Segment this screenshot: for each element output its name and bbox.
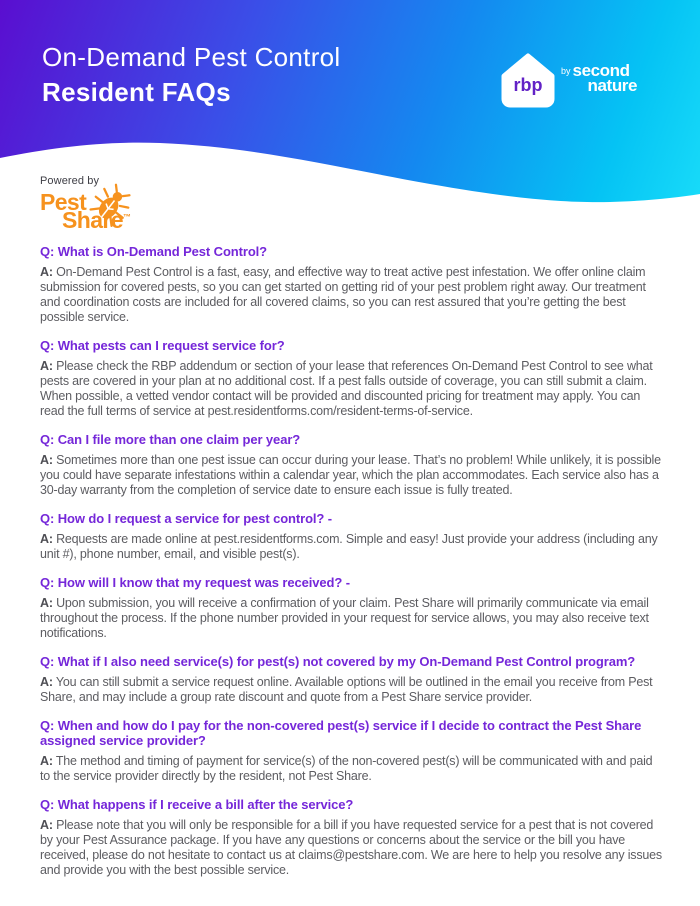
answer-prefix: A: xyxy=(40,359,53,373)
answer-text: Upon submission, you will receive a confirmation of your claim. Pest Share will primarily communicate via email throughout the process. If the phone number provided in your request for service allows, you may also receive text notifications. xyxy=(40,596,649,640)
question-text: How will I know that my request was received? - xyxy=(57,575,350,590)
faq-item xyxy=(40,432,664,498)
byline-by: by xyxy=(561,66,571,76)
question-prefix: Q: xyxy=(40,338,55,353)
answer-text: Requests are made online at pest.residentforms.com. Simple and easy! Just provide your address (including any unit #), phone number, email, and visible pest(s). xyxy=(40,532,658,561)
faq-question xyxy=(40,654,664,669)
answer-text: On-Demand Pest Control is a fast, easy, and effective way to treat active pest infestation. We offer online claim submission for covered pests, so you can get started on getting rid of your pest problem right away. Our treatment and coordination costs are included for all covered claims, so you can rest assured that you’re getting the best possible service. xyxy=(40,265,646,324)
faq-item xyxy=(40,338,664,419)
second-nature-line1: second xyxy=(572,61,630,80)
trademark-symbol: ™ xyxy=(122,212,131,222)
page-title: On-Demand Pest Control xyxy=(42,42,341,72)
question-prefix: Q: xyxy=(40,797,55,812)
question-text: How do I request a service for pest control? - xyxy=(57,511,332,526)
answer-prefix: A: xyxy=(40,818,53,832)
faq-answer xyxy=(40,532,664,562)
powered-by-label: Powered by xyxy=(40,175,100,187)
answer-text: Sometimes more than one pest issue can occur during your lease. That’s no problem! While unlikely, it is possible you could have separate infestations within a calendar year, which the plan accommodates. Each service also has a 30-day warranty from the completion of service date to ensure each issue is fully treated. xyxy=(40,453,661,497)
rbp-logo-text: rbp xyxy=(513,75,543,95)
answer-prefix: A: xyxy=(40,675,53,689)
question-text: What is On-Demand Pest Control? xyxy=(57,244,268,259)
pest-word: Pest xyxy=(40,189,87,215)
faq-question xyxy=(40,338,664,353)
faq-question xyxy=(40,511,664,526)
faq-question xyxy=(40,432,664,447)
answer-prefix: A: xyxy=(40,265,53,279)
faq-item xyxy=(40,575,664,641)
second-nature-byline xyxy=(561,61,638,95)
question-prefix: Q: xyxy=(40,244,55,259)
question-prefix: Q: xyxy=(40,718,55,733)
faq-answer xyxy=(40,596,664,641)
faq-item xyxy=(40,797,664,878)
question-text: What if I also need service(s) for pest(s) not covered by my On-Demand Pest Control program? xyxy=(57,654,636,669)
faq-item xyxy=(40,654,664,705)
faq-question xyxy=(40,797,664,812)
second-nature-wordmark xyxy=(572,61,638,95)
question-prefix: Q: xyxy=(40,654,55,669)
answer-prefix: A: xyxy=(40,453,53,467)
faq-question xyxy=(40,575,664,590)
pest-share-wordmark xyxy=(40,189,160,237)
faq-question xyxy=(40,244,664,259)
faq-answer xyxy=(40,754,664,784)
answer-text: Please check the RBP addendum or section of your lease that references On-Demand Pest Control to see what pests are covered in your plan at no additional cost. If a pest falls outside of coverage, you can still submit a claim. When possible, a vetted vendor contact will be provided and discounted pricing for treatment may apply. You can read the full terms of service at pest.residentforms.com/resident-terms-of-service. xyxy=(40,359,653,418)
pest-share-logo xyxy=(40,175,160,237)
share-word: Share xyxy=(62,207,123,233)
faq-list xyxy=(40,244,664,891)
question-prefix: Q: xyxy=(40,511,55,526)
faq-question xyxy=(40,718,664,748)
question-text: What happens if I receive a bill after the service? xyxy=(57,797,354,812)
faq-item xyxy=(40,718,664,784)
answer-text: You can still submit a service request online. Available options will be outlined in the email you receive from Pest Share, and may include a group rate discount and quote from a Pest Share service provider. xyxy=(40,675,653,704)
share-word-row xyxy=(62,207,130,234)
faq-item xyxy=(40,511,664,562)
page-subtitle: Resident FAQs xyxy=(42,77,231,107)
header-title-block xyxy=(42,40,341,110)
question-text: When and how do I pay for the non-covered pest(s) service if I decide to contract the Pest Share assigned service provider? xyxy=(40,718,642,748)
question-text: What pests can I request service for? xyxy=(57,338,285,353)
question-prefix: Q: xyxy=(40,575,55,590)
faq-answer xyxy=(40,818,664,878)
second-nature-line2: nature xyxy=(587,75,638,95)
answer-prefix: A: xyxy=(40,532,53,546)
answer-prefix: A: xyxy=(40,596,53,610)
answer-text: The method and timing of payment for service(s) of the non-covered pest(s) will be communicated with and paid to the service provider directly by the resident, not Pest Share. xyxy=(40,754,653,783)
question-prefix: Q: xyxy=(40,432,55,447)
question-text: Can I file more than one claim per year? xyxy=(57,432,301,447)
answer-text: Please note that you will only be responsible for a bill if you have requested service for a pest that is not covered by your Pest Assurance package. If you have any questions or concerns about the service or the bill you have received, please do not hesitate to contact us at claims@pestshare.com. We are here to help you resolve any issues and provide you with the best possible service. xyxy=(40,818,662,877)
faq-item xyxy=(40,244,664,325)
faq-answer xyxy=(40,359,664,419)
faq-answer xyxy=(40,675,664,705)
rbp-logo xyxy=(496,48,560,112)
answer-prefix: A: xyxy=(40,754,53,768)
faq-answer xyxy=(40,453,664,498)
faq-answer xyxy=(40,265,664,325)
